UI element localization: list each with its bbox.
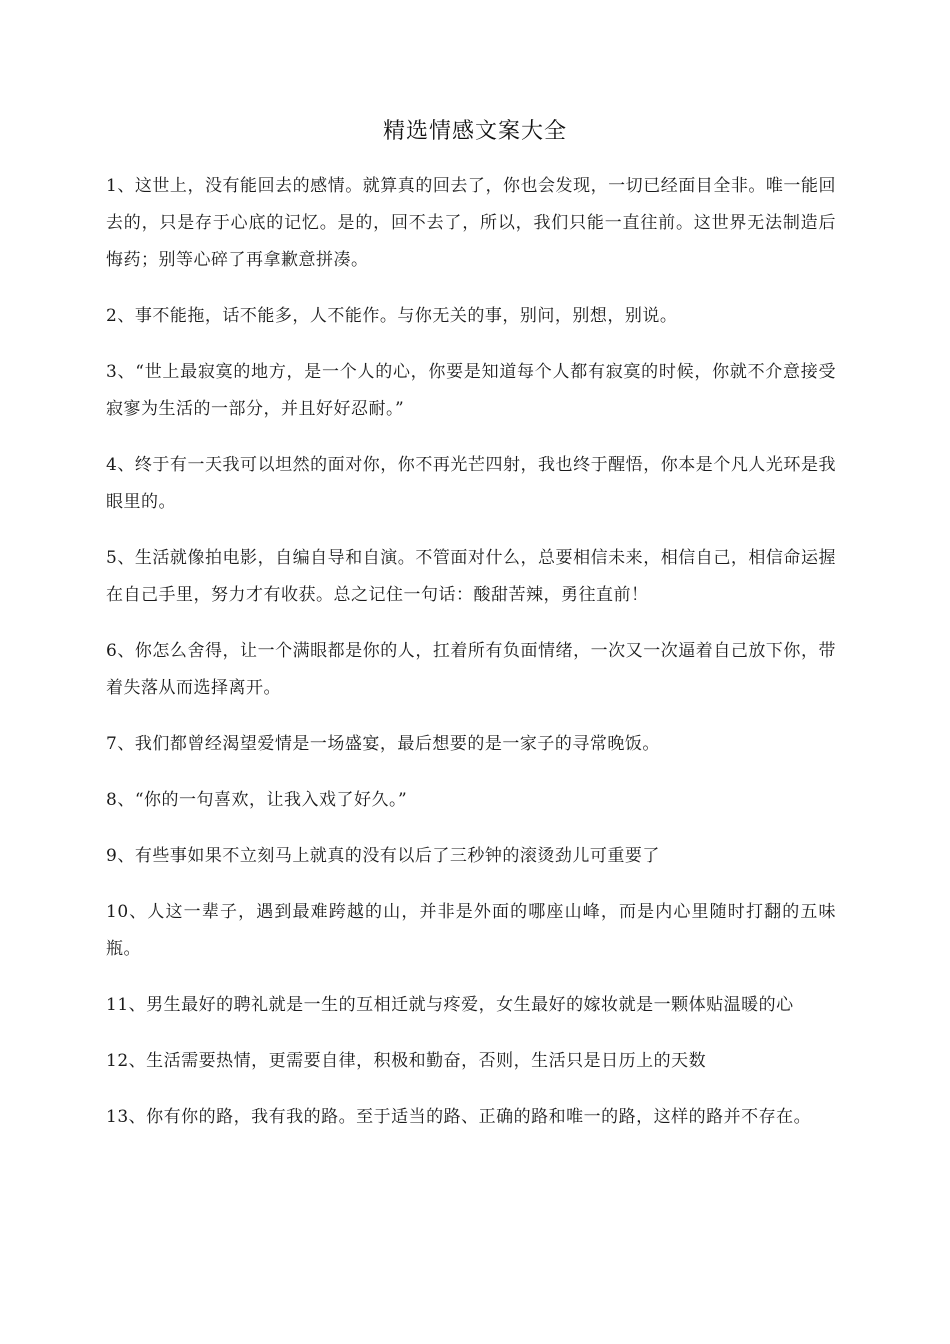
document-title: 精选情感文案大全 bbox=[382, 119, 567, 144]
paragraph-10: 10、人这一辈子，遇到最难跨越的山，并非是外面的哪座山峰，而是内心里随时打翻的五味瓶。 bbox=[106, 902, 836, 959]
paragraph-7: 7、我们都曾经渴望爱情是一场盛宴，最后想要的是一家子的寻常晚饭。 bbox=[106, 734, 660, 754]
paragraph-2: 2、事不能拖，话不能多，人不能作。与你无关的事，别问，别想，别说。 bbox=[106, 306, 678, 326]
paragraph-1: 1、这世上，没有能回去的感情。就算真的回去了，你也会发现，一切已经面目全非。唯一能回去的，只是存于心底的记忆。是的，回不去了，所以，我们只能一直往前。这世界无法制造后悔药；别等心碎了再拿歉意拼凑。 bbox=[106, 176, 836, 270]
paragraph-11: 11、男生最好的聘礼就是一生的互相迁就与疼爱，女生最好的嫁妆就是一颗体贴温暖的心 bbox=[106, 995, 794, 1015]
paragraph-12: 12、生活需要热情，更需要自律，积极和勤奋，否则，生活只是日历上的天数 bbox=[106, 1051, 707, 1071]
document-body bbox=[106, 168, 836, 1155]
paragraph-6: 6、你怎么舍得，让一个满眼都是你的人，扛着所有负面情绪，一次又一次逼着自己放下你，带着失落从而选择离开。 bbox=[106, 641, 836, 698]
paragraph-9: 9、有些事如果不立刻马上就真的没有以后了三秒钟的滚烫劲儿可重要了 bbox=[106, 846, 660, 866]
paragraph-4: 4、终于有一天我可以坦然的面对你，你不再光芒四射，我也终于醒悟，你本是个凡人光环是我眼里的。 bbox=[106, 455, 836, 512]
paragraph-13: 13、你有你的路，我有我的路。至于适当的路、正确的路和唯一的路，这样的路并不存在。 bbox=[106, 1107, 812, 1127]
paragraph-3: 3、“世上最寂寞的地方，是一个人的心，你要是知道每个人都有寂寞的时候，你就不介意接受寂寥为生活的一部分，并且好好忍耐。” bbox=[106, 362, 836, 419]
paragraph-5: 5、生活就像拍电影，自编自导和自演。不管面对什么，总要相信未来，相信自己，相信命运握在自己手里，努力才有收获。总之记住一句话：酸甜苦辣，勇往直前！ bbox=[106, 548, 836, 605]
paragraph-8: 8、“你的一句喜欢，让我入戏了好久。” bbox=[106, 790, 408, 810]
